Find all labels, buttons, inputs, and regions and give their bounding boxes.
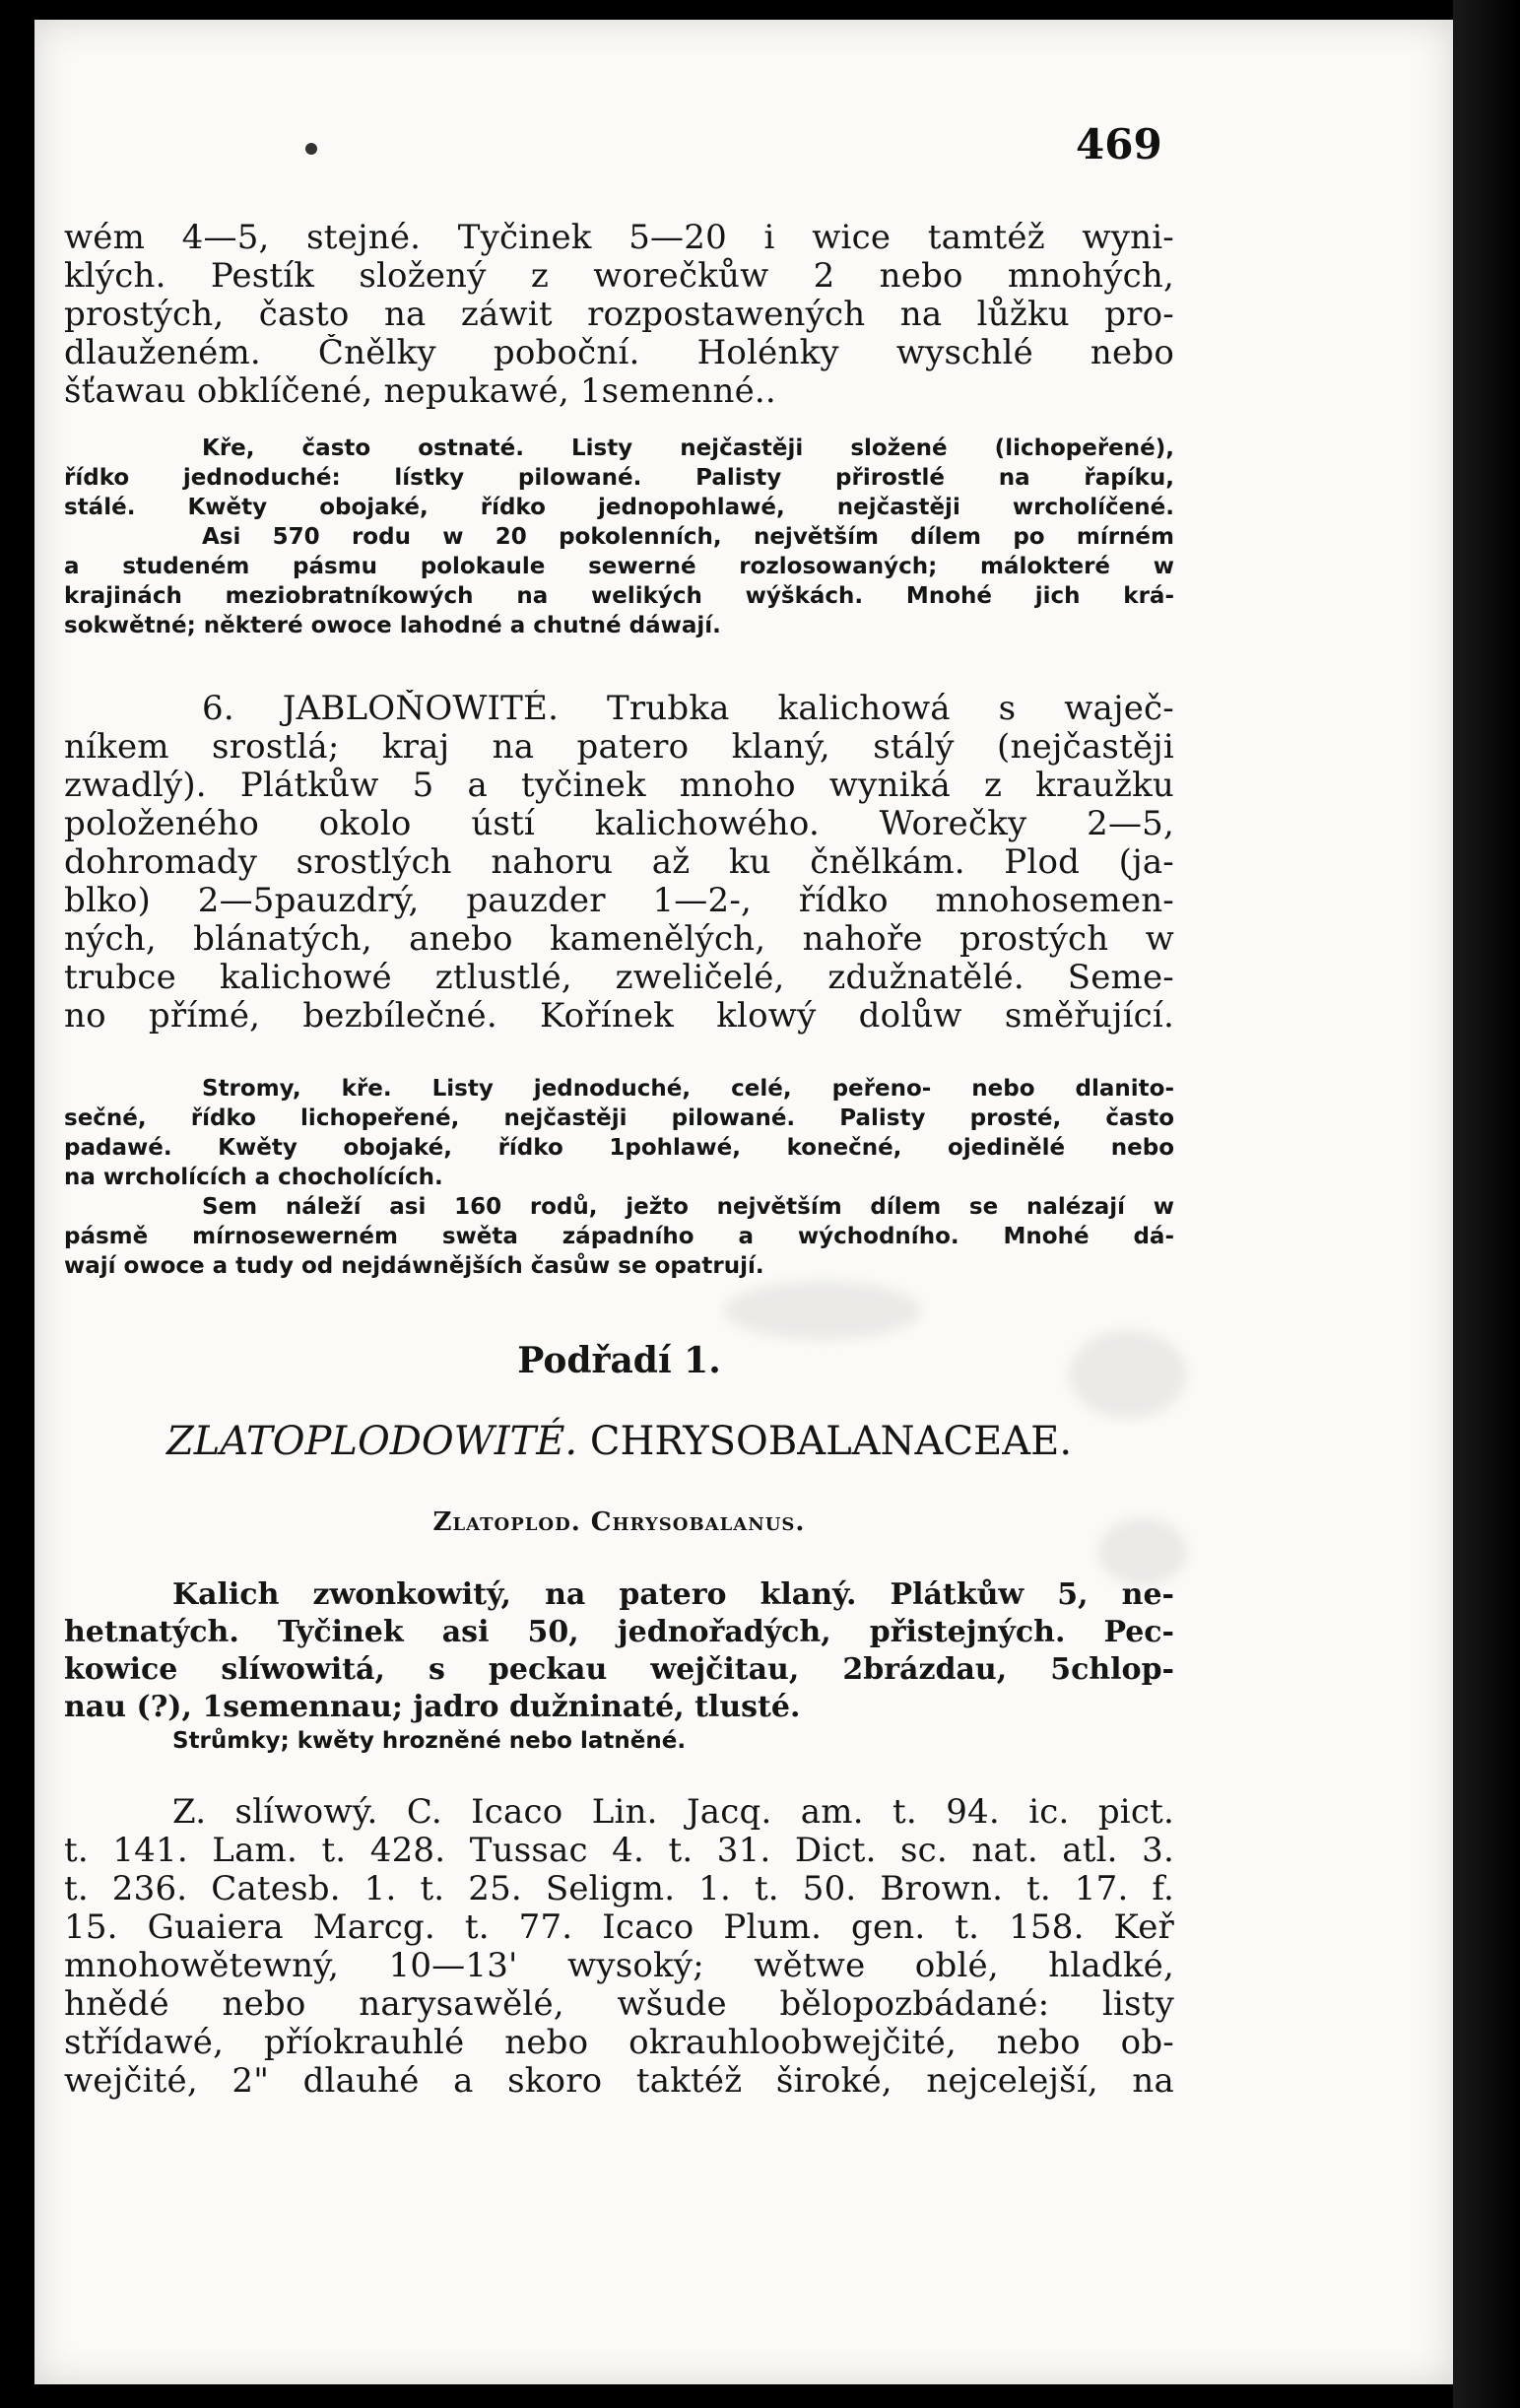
text-line: mnohowětewný, 10—13' wysoký; wětwe oblé, hladké, <box>64 1947 1174 1985</box>
text-line: klých. Pestík složený z worečkůw 2 nebo mnohých, <box>64 257 1174 296</box>
note-line: sečné, řídko lichopeřené, nejčastěji pilowané. Palisty prosté, často <box>64 1105 1174 1131</box>
text-line: dohromady srostlých nahoru až ku čnělkám. Plod (ja- <box>64 843 1174 882</box>
family-czech: ZLATOPLODOWITÉ. <box>165 1419 578 1464</box>
text-line: šťawau obklíčené, nepukawé, 1semenné.. <box>64 372 776 411</box>
page-stain <box>724 1281 921 1340</box>
text-line: zwadlý). Plátkůw 5 a tyčinek mnoho wyniká z kraužku <box>64 767 1174 805</box>
family-latin: CHRYSOBALANACEAE. <box>589 1419 1073 1464</box>
section-heading-line: 6. JABLOŇOWITÉ. Trubka kalichowá s waječ- <box>202 690 1174 728</box>
text-line: níkem srostlá; kraj na patero klaný, stálý (nejčastěji <box>64 728 1174 767</box>
text-line: střídawé, příokrauhlé nebo okrauhloobwejčité, nebo ob- <box>64 2024 1174 2062</box>
note-line: Strůmky; kwěty hrozněné nebo latněné. <box>172 1728 687 1754</box>
text-line: trubce kalichowé ztlustlé, zweličelé, zdužnatělé. Seme- <box>64 959 1174 997</box>
text-line: 15. Guaiera Marcg. t. 77. Icaco Plum. gen. t. 158. Keř <box>64 1908 1174 1947</box>
note-line: na wrcholících a chocholících. <box>64 1165 443 1190</box>
section-6 <box>64 690 1174 1036</box>
intro-notes <box>64 434 1174 640</box>
note-line: sokwětné; některé owoce lahodné a chutné dáwají. <box>64 613 721 638</box>
text-line: Kalich zwonkowitý, na patero klaný. Plátkůw 5, ne- <box>172 1577 1174 1612</box>
text-line: kowice slíwowitá, s peckau wejčitau, 2brázdau, 5chlop- <box>64 1652 1174 1687</box>
text-line: hetnatých. Tyčinek asi 50, jednořadých, přistejných. Pec- <box>64 1615 1174 1649</box>
note-line: pásmě mírnosewerném swěta západního a wýchodního. Mnohé dá- <box>64 1224 1174 1249</box>
note-line: stálé. Kwěty obojaké, řídko jednopohlawé, nejčastěji wrcholíčené. <box>64 495 1174 520</box>
scan-border <box>1453 0 1520 2408</box>
family-heading <box>64 1419 1174 1464</box>
text-line: prostých, často na záwit rozpostawených na lůžku pro- <box>64 296 1174 334</box>
genus-heading: Zlatoplod. Chrysobalanus. <box>432 1507 806 1537</box>
suborder-heading: Podřadí 1. <box>517 1340 721 1381</box>
text-line: t. 141. Lam. t. 428. Tussac 4. t. 31. Dict. sc. nat. atl. 3. <box>64 1832 1174 1870</box>
note-line: krajinách meziobratníkowých na welikých wýškách. Mnohé jich krá- <box>64 583 1174 609</box>
text-line: wejčité, 2" dlauhé a skoro taktéž široké, nejcelejší, na <box>64 2062 1174 2101</box>
note-line: Kře, často ostnaté. Listy nejčastěji složené (lichopeřené), <box>202 435 1174 461</box>
section-6-notes <box>64 1074 1174 1281</box>
note-line: Stromy, kře. Listy jednoduché, celé, peřeno- nebo dlanito- <box>202 1076 1174 1102</box>
note-line: wají owoce a tudy od nejdáwnějších časůw se opatrují. <box>64 1253 764 1279</box>
text-line: blko) 2—5pauzdrý, pauzder 1—2-, řídko mnohosemen- <box>64 882 1174 920</box>
text-line: Z. slíwowý. C. Icaco Lin. Jacq. am. t. 94. ic. pict. <box>172 1793 1174 1832</box>
text-line: položeného okolo ústí kalichowého. Worečky 2—5, <box>64 805 1174 843</box>
text-line: t. 236. Catesb. 1. t. 25. Seligm. 1. t. 50. Brown. t. 17. f. <box>64 1870 1174 1908</box>
page-mark <box>305 143 317 155</box>
note-line: padawé. Kwěty obojaké, řídko 1pohlawé, konečné, ojedinělé nebo <box>64 1135 1174 1161</box>
text-line: nau (?), 1semennau; jadro dužninaté, tlusté. <box>64 1690 801 1724</box>
page-number: 469 <box>1076 120 1162 168</box>
genus-description <box>64 1576 1174 1756</box>
text-line: hnědé nebo narysawělé, wšude bělopozbádané: listy <box>64 1985 1174 2024</box>
note-line: Sem náleží asi 160 rodů, ježto největším dílem se nalézají w <box>202 1194 1174 1220</box>
text-line: no přímé, bezbílečné. Kořínek klowý dolůw směřující. <box>64 997 1174 1036</box>
species-description <box>64 1793 1174 2101</box>
note-line: řídko jednoduché: lístky pilowané. Palisty přirostlé na řapíku, <box>64 465 1174 491</box>
note-line: a studeném pásmu polokaule sewerné rozlosowaných; málokteré w <box>64 554 1174 579</box>
intro-paragraph <box>64 219 1174 411</box>
text-line: wém 4—5, stejné. Tyčinek 5—20 i wice tamtéž wyni- <box>64 219 1174 257</box>
text-line: ných, blánatých, anebo kamenělých, nahoře prostých w <box>64 920 1174 959</box>
text-line: dlauženém. Čnělky poboční. Holénky wyschlé nebo <box>64 334 1174 372</box>
note-line: Asi 570 rodu w 20 pokolenních, největším dílem po mírném <box>202 524 1174 550</box>
